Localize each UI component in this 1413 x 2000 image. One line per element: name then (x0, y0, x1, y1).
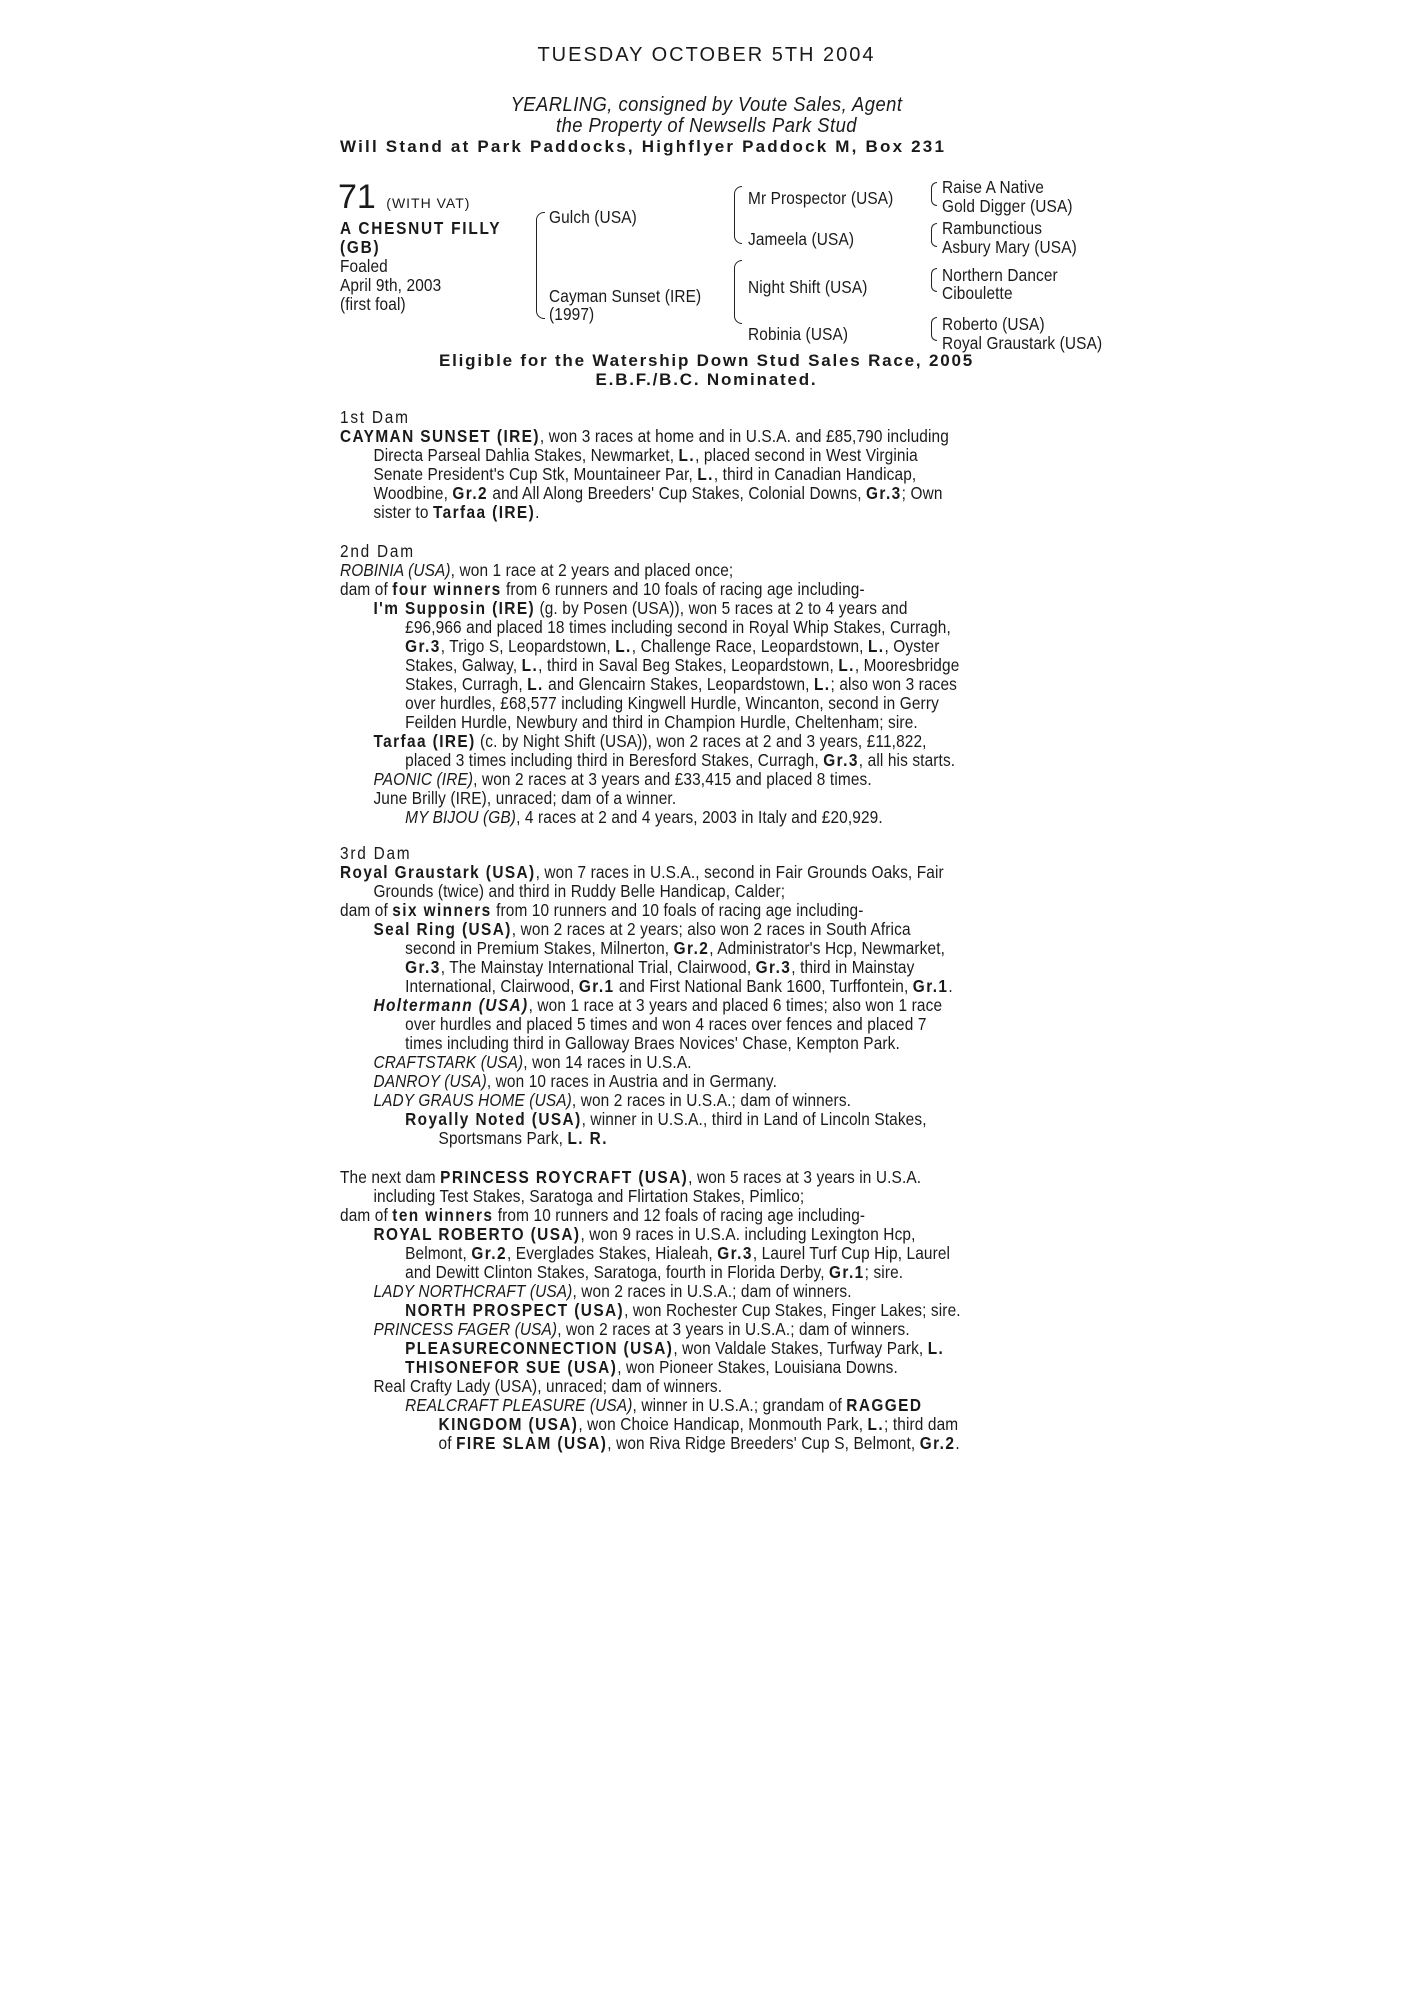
plain-text: and First National Bank 1600, Turffontein, (614, 976, 913, 996)
plain-text: , won 3 races at home and in U.S.A. and £85,790 including (539, 426, 949, 446)
stand-line: Will Stand at Park Paddocks, Highflyer Paddock M, Box 231 (340, 137, 947, 156)
pedigree-bracket-sire (734, 186, 742, 244)
emphasis-text: LADY NORTHCRAFT (USA) (373, 1281, 573, 1301)
emphasis-text: L. (838, 655, 855, 675)
emphasis-text: PLEASURECONNECTION (USA) (405, 1338, 674, 1358)
lot-number: 71 (338, 178, 376, 216)
emphasis-text: ROYAL ROBERTO (USA) (373, 1224, 581, 1244)
text-line (340, 580, 1088, 599)
plain-text: , won 1 race at 3 years and placed 6 times; also won 1 race (528, 995, 943, 1015)
plain-text: , won Riva Ridge Breeders' Cup S, Belmont, (607, 1433, 920, 1453)
ds-dam: Ciboulette (942, 283, 1013, 303)
dam-year: (1997) (549, 304, 595, 324)
text-line (340, 1129, 1088, 1148)
plain-text: £96,966 and placed 18 times including second in Royal Whip Stakes, Curragh, (405, 617, 951, 637)
emphasis-text: L. (867, 1414, 885, 1434)
plain-text: , third in Canadian Handicap, (713, 464, 917, 484)
plain-text: , won Choice Handicap, Monmouth Park, (578, 1414, 868, 1434)
plain-text: Feilden Hurdle, Newbury and third in Champion Hurdle, Cheltenham; sire. (405, 712, 918, 732)
text-line (340, 1091, 1088, 1110)
text-line (340, 808, 1088, 827)
sire-name: Gulch (USA) (549, 207, 637, 227)
text-line (340, 751, 1088, 770)
emphasis-text: DANROY (USA) (373, 1071, 487, 1091)
plain-text: Stakes, Curragh, (405, 674, 528, 694)
vat-note: (WITH VAT) (386, 195, 471, 211)
plain-text: second in Premium Stakes, Milnerton, (405, 938, 674, 958)
text-line (340, 675, 1088, 694)
plain-text: (g. by Posen (USA)), won 5 races at 2 to 4 years and (535, 598, 908, 618)
plain-text: of (438, 1433, 457, 1453)
text-line (340, 1434, 1088, 1453)
emphasis-text: L. (927, 1338, 945, 1358)
emphasis-text: RAGGED (846, 1395, 923, 1415)
emphasis-text: CRAFTSTARK (USA) (373, 1052, 524, 1072)
plain-text: . (948, 976, 953, 996)
emphasis-text: L. (615, 636, 632, 656)
ss-sire: Raise A Native (942, 177, 1045, 197)
text-line (340, 789, 1088, 808)
text-line (340, 599, 1088, 618)
text-line (340, 561, 1088, 580)
lot-country: (GB) (340, 237, 381, 257)
emphasis-text: Gr.1 (829, 1262, 865, 1282)
dam-name: Cayman Sunset (IRE) (549, 286, 702, 306)
text-line (340, 656, 1088, 675)
emphasis-text: Gr.2 (471, 1243, 507, 1263)
plain-text: , won 1 race at 2 years and placed once; (450, 560, 734, 580)
plain-text: over hurdles, £68,577 including Kingwell Hurdle, Wincanton, second in Gerry (405, 693, 939, 713)
emphasis-text: ROBINIA (USA) (340, 560, 451, 580)
sale-date: TUESDAY OCTOBER 5TH 2004 (537, 44, 876, 66)
plain-text: . (535, 502, 540, 522)
plain-text: ; sire. (864, 1262, 904, 1282)
plain-text: dam of (340, 1205, 393, 1225)
plain-text: , winner in U.S.A.; grandam of (632, 1395, 847, 1415)
plain-text: , placed second in West Virginia (695, 445, 918, 465)
plain-text: , won 2 races at 3 years and £33,415 and placed 8 times. (473, 769, 872, 789)
emphasis-text: Holtermann (USA) (373, 995, 529, 1015)
text-line (340, 1244, 1088, 1263)
text-line (340, 977, 1088, 996)
plain-text: (c. by Night Shift (USA)), won 2 races at 2 and 3 years, £11,822, (475, 731, 927, 751)
text-line (340, 1415, 1088, 1434)
text-line (340, 446, 1088, 465)
text-line (340, 1358, 1088, 1377)
plain-text: dam of (340, 900, 393, 920)
pedigree-bracket-main (536, 212, 545, 319)
emphasis-text: Gr.3 (405, 957, 441, 977)
text-line (340, 1053, 1088, 1072)
emphasis-text: ten winners (392, 1205, 494, 1225)
text-line (340, 882, 1088, 901)
sire-sire: Mr Prospector (USA) (748, 188, 894, 208)
emphasis-text: Gr.1 (578, 976, 615, 996)
plain-text: , 4 races at 2 and 4 years, 2003 in Italy and £20,929. (516, 807, 883, 827)
plain-text: Woodbine, (373, 483, 453, 503)
text-line (340, 484, 1088, 503)
plain-text: , Challenge Race, Leopardstown, (631, 636, 868, 656)
emphasis-text: THISONEFOR SUE (USA) (405, 1357, 618, 1377)
emphasis-text: LADY GRAUS HOME (USA) (373, 1090, 572, 1110)
text-line (340, 503, 1088, 522)
plain-text: , won 2 races in U.S.A.; dam of winners. (571, 1090, 852, 1110)
plain-text: , all his starts. (858, 750, 956, 770)
plain-text: , Administrator's Hcp, Newmarket, (709, 938, 946, 958)
nomination-line: E.B.F./B.C. Nominated. (595, 370, 818, 389)
plain-text: , third in Mainstay (791, 957, 915, 977)
text-line (340, 1015, 1088, 1034)
plain-text: Senate President's Cup Stk, Mountaineer Par, (373, 464, 698, 484)
plain-text: Belmont, (405, 1243, 472, 1263)
emphasis-text: Tarfaa (IRE) (432, 502, 536, 522)
plain-text: Sportsmans Park, (438, 1128, 568, 1148)
emphasis-text: Gr.2 (452, 483, 488, 503)
plain-text: , won Rochester Cup Stakes, Finger Lakes; sire. (624, 1300, 961, 1320)
plain-text: , winner in U.S.A., third in Land of Lincoln Stakes, (581, 1109, 927, 1129)
text-line (340, 1301, 1088, 1320)
ds-sire: Northern Dancer (942, 265, 1058, 285)
pedigree-bracket-dam (734, 260, 742, 324)
plain-text: , Laurel Turf Cup Hip, Laurel (752, 1243, 951, 1263)
plain-text: sister to (373, 502, 433, 522)
emphasis-text: FIRE SLAM (USA) (456, 1433, 608, 1453)
section-1 (340, 408, 1190, 522)
plain-text: Directa Parseal Dahlia Stakes, Newmarket, (373, 445, 679, 465)
text-line (340, 1168, 1088, 1187)
emphasis-text: L. (697, 464, 714, 484)
plain-text: ; also won 3 races (830, 674, 958, 694)
dam-sire: Night Shift (USA) (748, 277, 868, 297)
text-line (340, 1110, 1088, 1129)
plain-text: Grounds (twice) and third in Ruddy Belle Handicap, Calder; (373, 881, 786, 901)
bracket-ss (931, 182, 937, 206)
plain-text: June Brilly (IRE), unraced; dam of a winner. (373, 788, 677, 808)
plain-text: , Trigo S, Leopardstown, (440, 636, 616, 656)
text-line (340, 427, 1088, 446)
text-line (340, 1034, 1088, 1053)
emphasis-text: Gr.3 (405, 636, 441, 656)
section-4 (340, 1168, 1190, 1453)
plain-text: , won 5 races at 3 years in U.S.A. (688, 1167, 922, 1187)
plain-text: and Glencairn Stakes, Leopardstown, (543, 674, 814, 694)
plain-text: , won 9 races in U.S.A. including Lexington Hcp, (580, 1224, 916, 1244)
emphasis-text: Gr.3 (866, 483, 902, 503)
plain-text: , won 2 races at 2 years; also won 2 races in South Africa (511, 919, 911, 939)
plain-text: , third in Saval Beg Stakes, Leopardstown, (538, 655, 839, 675)
plain-text: dam of (340, 579, 393, 599)
dd-dam: Royal Graustark (USA) (942, 333, 1103, 353)
emphasis-text: Gr.3 (823, 750, 859, 770)
emphasis-text: Gr.3 (717, 1243, 753, 1263)
dam-dam: Robinia (USA) (748, 324, 849, 344)
plain-text: ; third dam (884, 1414, 959, 1434)
emphasis-text: NORTH PROSPECT (USA) (405, 1300, 625, 1320)
section-2 (340, 542, 1190, 827)
plain-text: , Mooresbridge (854, 655, 960, 675)
emphasis-text: PRINCESS FAGER (USA) (373, 1319, 558, 1339)
text-line (340, 863, 1088, 882)
section-heading: 1st Dam (340, 407, 410, 427)
plain-text: , won Pioneer Stakes, Louisiana Downs. (617, 1357, 898, 1377)
text-line (340, 939, 1088, 958)
emphasis-text: L. (867, 636, 885, 656)
emphasis-text: REALCRAFT PLEASURE (USA) (405, 1395, 633, 1415)
plain-text: ; Own (901, 483, 943, 503)
emphasis-text: Seal Ring (USA) (373, 919, 512, 939)
text-line (340, 1377, 1088, 1396)
plain-text: , won 14 races in U.S.A. (523, 1052, 692, 1072)
emphasis-text: MY BIJOU (GB) (405, 807, 517, 827)
dd-sire: Roberto (USA) (942, 314, 1045, 334)
text-line (340, 465, 1088, 484)
emphasis-text: Gr.2 (673, 938, 710, 958)
plain-text: , won 2 races in U.S.A.; dam of winners. (572, 1281, 852, 1301)
emphasis-text: L. (527, 674, 544, 694)
emphasis-text: PRINCESS ROYCRAFT (USA) (440, 1167, 689, 1187)
emphasis-text: CAYMAN SUNSET (IRE) (340, 426, 540, 446)
text-line (340, 1396, 1088, 1415)
plain-text: , won 10 races in Austria and in Germany. (486, 1071, 778, 1091)
text-line (340, 1263, 1088, 1282)
foaled-date: April 9th, 2003 (340, 275, 442, 295)
plain-text: , won 2 races at 3 years in U.S.A.; dam of winners. (557, 1319, 910, 1339)
text-line (340, 1072, 1088, 1091)
plain-text: , won Valdale Stakes, Turfway Park, (673, 1338, 928, 1358)
text-line (340, 732, 1088, 751)
section-3 (340, 844, 1190, 1148)
section-heading: 2nd Dam (340, 541, 415, 561)
plain-text: . (955, 1433, 960, 1453)
emphasis-text: four winners (392, 579, 502, 599)
emphasis-text: Royal Graustark (USA) (340, 862, 536, 882)
plain-text: International, Clairwood, (405, 976, 579, 996)
plain-text: , Everglades Stakes, Hialeah, (506, 1243, 718, 1263)
text-line (340, 920, 1088, 939)
text-line (340, 958, 1088, 977)
plain-text: and Dewitt Clinton Stakes, Saratoga, fourth in Florida Derby, (405, 1262, 830, 1282)
text-line (340, 694, 1088, 713)
lot-heading (338, 178, 470, 217)
lot-description: A CHESNUT FILLY (340, 218, 502, 238)
plain-text: placed 3 times including third in Beresford Stakes, Curragh, (405, 750, 824, 770)
bracket-dd (931, 317, 937, 341)
emphasis-text: Gr.2 (919, 1433, 956, 1453)
emphasis-text: KINGDOM (USA) (438, 1414, 579, 1434)
text-line (340, 637, 1088, 656)
emphasis-text: L. (813, 674, 831, 694)
sd-sire: Rambunctious (942, 218, 1043, 238)
text-line (340, 996, 1088, 1015)
plain-text: including Test Stakes, Saratoga and Flirtation Stakes, Pimlico; (373, 1186, 805, 1206)
emphasis-text: Royally Noted (USA) (405, 1109, 582, 1129)
emphasis-text: six winners (392, 900, 492, 920)
text-line (340, 901, 1088, 920)
plain-text: from 10 runners and 12 foals of racing age including- (493, 1205, 866, 1225)
text-line (340, 1339, 1088, 1358)
consignment-line: YEARLING, consigned by Voute Sales, Agent (510, 94, 903, 116)
plain-text: Real Crafty Lady (USA), unraced; dam of winners. (373, 1376, 723, 1396)
text-line (340, 618, 1088, 637)
emphasis-text: Gr.3 (755, 957, 792, 977)
plain-text: from 10 runners and 10 foals of racing age including- (491, 900, 864, 920)
bracket-ds (931, 268, 937, 292)
emphasis-text: L. (521, 655, 539, 675)
text-line (340, 1206, 1088, 1225)
sd-dam: Asbury Mary (USA) (942, 237, 1077, 257)
emphasis-text: I'm Supposin (IRE) (373, 598, 536, 618)
plain-text: from 6 runners and 10 foals of racing age including- (501, 579, 865, 599)
property-line: the Property of Newsells Park Stud (556, 115, 857, 137)
sire-dam: Jameela (USA) (748, 229, 855, 249)
emphasis-text: Gr.1 (912, 976, 949, 996)
text-line (340, 1282, 1088, 1301)
plain-text: , Oyster (884, 636, 940, 656)
text-line (340, 713, 1088, 732)
emphasis-text: Tarfaa (IRE) (373, 731, 476, 751)
text-line (340, 1187, 1088, 1206)
foaled-label: Foaled (340, 256, 388, 276)
plain-text: , The Mainstay International Trial, Clairwood, (440, 957, 756, 977)
emphasis-text: PAONIC (IRE) (373, 769, 474, 789)
bracket-sd (931, 223, 937, 247)
ss-dam: Gold Digger (USA) (942, 196, 1073, 216)
text-line (340, 1225, 1088, 1244)
plain-text: The next dam (340, 1167, 441, 1187)
text-line (340, 1320, 1088, 1339)
plain-text: , won 7 races in U.S.A., second in Fair Grounds Oaks, Fair (535, 862, 944, 882)
section-heading: 3rd Dam (340, 843, 412, 863)
emphasis-text: L. (678, 445, 696, 465)
emphasis-text: L. R. (567, 1128, 608, 1148)
plain-text: Stakes, Galway, (405, 655, 522, 675)
plain-text: over hurdles and placed 5 times and won 4 races over fences and placed 7 (405, 1014, 927, 1034)
foal-note: (first foal) (340, 294, 406, 314)
plain-text: times including third in Galloway Braes Novices' Chase, Kempton Park. (405, 1033, 900, 1053)
plain-text: and All Along Breeders' Cup Stakes, Colonial Downs, (487, 483, 867, 503)
eligibility-line: Eligible for the Watership Down Stud Sales Race, 2005 (439, 351, 974, 370)
text-line (340, 770, 1088, 789)
